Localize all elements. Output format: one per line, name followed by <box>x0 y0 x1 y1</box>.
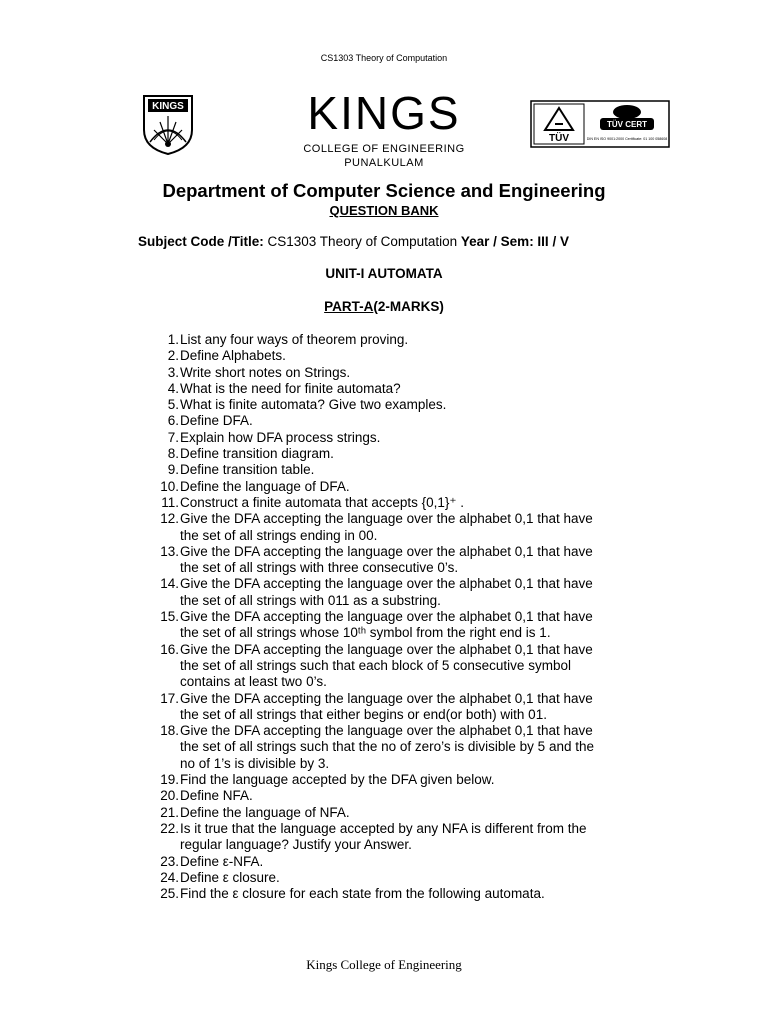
question-text: the set of all strings ending in 00. <box>180 527 378 543</box>
question-number <box>0 560 180 576</box>
question-text: Define DFA. <box>180 413 253 429</box>
question-item <box>0 430 768 446</box>
question-item <box>0 723 768 739</box>
question-text: contains at least two 0’s. <box>180 674 327 690</box>
question-text: Give the DFA accepting the language over the alphabet 0,1 that have <box>180 511 593 527</box>
question-item <box>0 332 768 348</box>
question-number <box>0 674 180 690</box>
question-number: 18. <box>160 723 179 739</box>
question-item <box>0 495 768 511</box>
question-text: Give the DFA accepting the language over the alphabet 0,1 that have <box>180 641 593 657</box>
part-label: PART-A <box>324 299 374 314</box>
question-text: Define the language of DFA. <box>180 478 350 494</box>
question-item <box>0 511 768 527</box>
part-heading <box>0 299 768 314</box>
question-item <box>0 870 768 886</box>
question-item <box>0 609 768 625</box>
question-number: 14. <box>160 576 179 592</box>
question-number: 8. <box>167 446 179 462</box>
question-number: 21. <box>160 804 179 820</box>
question-item <box>0 462 768 478</box>
subject-line <box>138 234 569 249</box>
question-item <box>0 642 768 658</box>
question-continuation <box>0 707 768 723</box>
question-number: 1. <box>167 332 179 347</box>
question-item <box>0 544 768 560</box>
question-number: 17. <box>160 690 179 706</box>
question-number <box>0 625 180 641</box>
question-item <box>0 886 768 902</box>
question-number: 7. <box>167 429 179 445</box>
question-text: the set of all strings such that the no of zero’s is divisible by 5 and the <box>180 739 594 755</box>
question-number <box>0 658 180 674</box>
question-item <box>0 365 768 381</box>
question-number: 24. <box>160 869 179 885</box>
page-header: CS1303 Theory of Computation <box>320 53 448 63</box>
question-number <box>0 593 180 609</box>
question-number: 4. <box>167 380 179 396</box>
question-text: Define ε closure. <box>180 869 280 885</box>
question-item <box>0 413 768 429</box>
page-footer: Kings College of Engineering <box>306 957 462 972</box>
question-item <box>0 691 768 707</box>
question-text: regular language? Justify your Answer. <box>180 837 412 853</box>
question-continuation <box>0 756 768 772</box>
part-marks: (2-MARKS) <box>373 299 444 314</box>
tuv-cert-text: DIN EN ISO 9001:2000 Certificate: 01 100 058608 <box>586 137 668 141</box>
question-text: Define NFA. <box>180 788 253 804</box>
subject-code-value: CS1303 Theory of Computation <box>263 234 461 249</box>
college-location: PUNALKULAM <box>344 157 424 169</box>
question-continuation <box>0 837 768 853</box>
question-text: the set of all strings that either begins or end(or both) with 01. <box>180 706 547 722</box>
question-text: Construct a finite automata that accepts {0,1}⁺ . <box>180 494 465 510</box>
question-continuation <box>0 674 768 690</box>
question-text: Define transition diagram. <box>180 446 334 462</box>
question-text: Is it true that the language accepted by any NFA is different from the <box>180 820 587 836</box>
question-bank-heading: QUESTION BANK <box>329 203 439 218</box>
question-text: What is the need for finite automata? <box>180 380 401 396</box>
question-number: 22. <box>160 820 179 836</box>
question-number: 13. <box>160 543 179 559</box>
question-item <box>0 397 768 413</box>
question-text: Write short notes on Strings. <box>180 364 351 380</box>
question-text: the set of all strings with three consecutive 0’s. <box>180 560 459 576</box>
question-number: 10. <box>160 478 179 494</box>
question-number: 12. <box>160 511 179 527</box>
question-text: Define transition table. <box>180 462 315 478</box>
question-item <box>0 479 768 495</box>
question-continuation <box>0 625 768 641</box>
question-number: 3. <box>167 364 179 380</box>
question-continuation <box>0 658 768 674</box>
question-item <box>0 446 768 462</box>
question-continuation <box>0 739 768 755</box>
question-number: 5. <box>167 397 179 413</box>
question-item <box>0 381 768 397</box>
question-text: Find the ε closure for each state from the following automata. <box>180 886 545 902</box>
question-text: Give the DFA accepting the language over the alphabet 0,1 that have <box>180 543 593 559</box>
question-text: Find the language accepted by the DFA given below. <box>180 772 495 788</box>
question-text: the set of all strings such that each block of 5 consecutive symbol <box>180 657 571 673</box>
question-number: 20. <box>160 788 179 804</box>
question-text: Define Alphabets. <box>180 348 286 364</box>
question-number: 23. <box>160 853 179 869</box>
question-text: the set of all strings with 011 as a substring. <box>180 592 441 608</box>
question-text: Explain how DFA process strings. <box>180 429 381 445</box>
question-text: Give the DFA accepting the language over the alphabet 0,1 that have <box>180 690 593 706</box>
question-continuation <box>0 593 768 609</box>
question-number: 15. <box>160 609 179 625</box>
question-text: no of 1’s is divisible by 3. <box>180 755 330 771</box>
question-text: the set of all strings whose 10ᵗʰ symbol from the right end is 1. <box>180 625 551 641</box>
question-text: Define the language of NFA. <box>180 804 350 820</box>
question-number: 2. <box>167 348 179 364</box>
question-number <box>0 756 180 772</box>
question-item <box>0 854 768 870</box>
question-number <box>0 707 180 723</box>
question-continuation <box>0 560 768 576</box>
question-text: Give the DFA accepting the language over the alphabet 0,1 that have <box>180 723 593 739</box>
question-number: 9. <box>167 462 179 478</box>
question-number <box>0 837 180 853</box>
question-number <box>0 739 180 755</box>
question-text: List any four ways of theorem proving. <box>180 332 409 347</box>
question-item <box>0 805 768 821</box>
question-item <box>0 576 768 592</box>
question-list <box>0 332 768 902</box>
tuv-label: TÜV <box>549 133 569 144</box>
question-number <box>0 528 180 544</box>
unit-title: UNIT-I AUTOMATA <box>325 266 443 281</box>
question-text: Give the DFA accepting the language over the alphabet 0,1 that have <box>180 609 593 625</box>
question-text: What is finite automata? Give two examples. <box>180 397 447 413</box>
question-number: 16. <box>160 641 179 657</box>
question-item <box>0 821 768 837</box>
kings-crest-label: KINGS <box>152 101 184 112</box>
year-sem-label: Year / Sem: III / V <box>460 234 569 249</box>
question-text: Define ε-NFA. <box>180 853 264 869</box>
college-name: KINGS <box>307 87 461 139</box>
question-number: 19. <box>160 772 179 788</box>
question-text: Give the DFA accepting the language over the alphabet 0,1 that have <box>180 576 593 592</box>
question-number: 6. <box>167 413 179 429</box>
question-continuation <box>0 528 768 544</box>
tuv-certification-logo <box>530 100 670 148</box>
tuv-cert-label: TÜV CERT <box>607 120 647 129</box>
department-title: Department of Computer Science and Engineering <box>162 180 606 201</box>
question-item <box>0 788 768 804</box>
question-item <box>0 772 768 788</box>
subject-code-label: Subject Code /Title: <box>138 234 264 249</box>
question-number: 11. <box>161 494 179 510</box>
question-item <box>0 348 768 364</box>
question-number: 25. <box>160 886 179 902</box>
college-subtitle: COLLEGE OF ENGINEERING <box>303 143 465 155</box>
